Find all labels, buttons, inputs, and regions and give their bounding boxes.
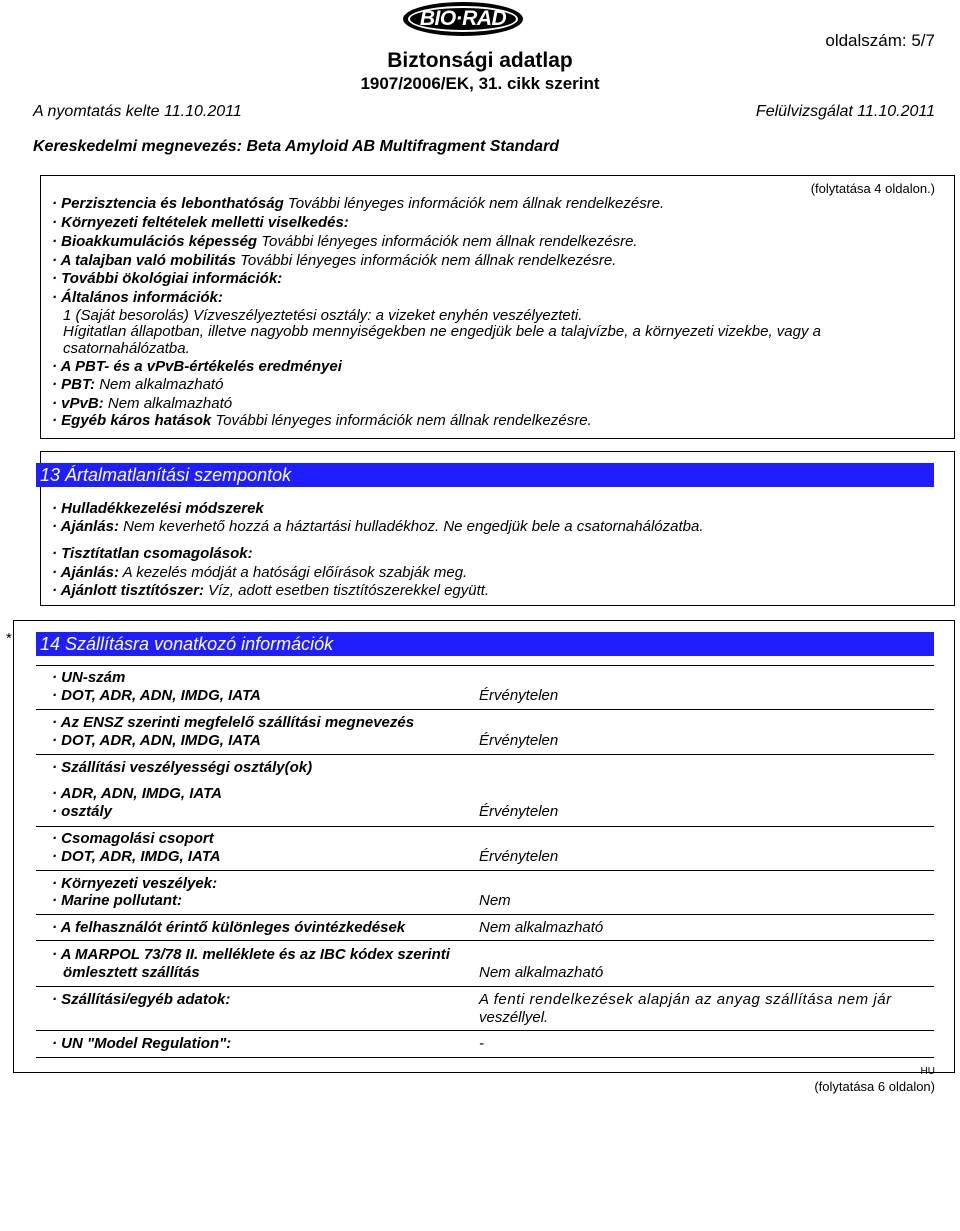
- pbt-value: Nem alkalmazható: [95, 376, 224, 393]
- transport-info-label: · Szállítási/egyéb adatok:: [52, 991, 231, 1008]
- divider: [36, 870, 934, 871]
- continued-from-note: (folytatása 4 oldalon.): [810, 181, 935, 196]
- pbt-label: · PBT:: [52, 376, 96, 393]
- other-effects-label: · Egyéb káros hatások: [52, 412, 212, 429]
- un-value: Érvénytelen: [479, 687, 559, 704]
- user-precautions-value: Nem alkalmazható: [479, 919, 604, 936]
- recommendation-2-text: A kezelés módját a hatósági előírások szabják meg.: [118, 564, 468, 581]
- divider: [36, 940, 934, 941]
- model-regulation-value: -: [479, 1035, 484, 1052]
- trade-name: Kereskedelmi megnevezés: Beta Amyloid AB Multifragment Standard: [33, 138, 560, 155]
- mobility-line: [52, 252, 616, 269]
- persistence-text: További lényeges információk nem állnak rendelkezésre.: [283, 195, 665, 212]
- undiluted-warning-line1: Hígitatlan állapotban, illetve nagyobb mennyiségekben ne engedjük bele a talajvízbe, a környezeti vizekbe, vagy a: [63, 323, 821, 340]
- divider: [36, 1030, 934, 1031]
- change-marker: *: [6, 630, 12, 647]
- page-number: oldalszám: 5/7: [825, 31, 935, 50]
- recommendation-2-label: · Ajánlás:: [52, 564, 119, 581]
- transport-info-value-line2: veszéllyel.: [479, 1009, 549, 1026]
- other-effects-line: [52, 412, 592, 429]
- packing-value: Érvénytelen: [479, 848, 559, 865]
- class-value: Érvénytelen: [479, 803, 559, 820]
- divider: [36, 986, 934, 987]
- persistence-line: [52, 195, 664, 212]
- vpvb-line: [52, 395, 232, 412]
- environmental-hazards-label: · Környezeti veszélyek:: [52, 875, 218, 892]
- country-code: HU: [920, 1066, 935, 1077]
- divider: [36, 914, 934, 915]
- pbt-line: [52, 376, 223, 393]
- packing-modes-label: · DOT, ADR, IMDG, IATA: [52, 848, 221, 865]
- shipping-value: Érvénytelen: [479, 732, 559, 749]
- uncleaned-packaging-heading: · Tisztítatlan csomagolások:: [52, 545, 253, 562]
- shipping-name-label: · Az ENSZ szerinti megfelelő szállítási megnevezés: [52, 714, 415, 731]
- continued-on-note: (folytatása 6 oldalon): [814, 1079, 935, 1094]
- transport-info-value-line1: A fenti rendelkezések alapján az anyag szállítása nem jár: [479, 991, 892, 1008]
- divider: [36, 1057, 934, 1058]
- mobility-text: További lényeges információk nem állnak rendelkezésre.: [235, 252, 617, 269]
- divider: [36, 665, 934, 666]
- document-title: Biztonsági adatlap: [387, 49, 573, 72]
- recommendation-2-line: [52, 564, 467, 581]
- marpol-label-line1: · A MARPOL 73/78 II. melléklete és az IBC kódex szerinti: [52, 946, 450, 963]
- general-info-heading: · Általános információk:: [52, 289, 223, 306]
- marine-pollutant-label: · Marine pollutant:: [52, 892, 182, 909]
- bioaccumulation-text: További lényeges információk nem állnak rendelkezésre.: [257, 233, 638, 250]
- recommendation-1-label: · Ajánlás:: [52, 518, 119, 535]
- recommendation-1-text: Nem keverhető hozzá a háztartási hulladékhoz. Ne engedjük bele a csatornahálózatba.: [118, 518, 704, 535]
- bioaccumulation-line: [52, 233, 638, 250]
- divider: [36, 826, 934, 827]
- environmental-behavior: · Környezeti feltételek melletti viselkedés:: [52, 214, 349, 231]
- user-precautions-label: · A felhasználót érintő különleges óvintézkedések: [52, 919, 406, 936]
- class-label: · osztály: [52, 803, 113, 820]
- divider: [36, 709, 934, 710]
- cleaning-agent-text: Víz, adott esetben tisztítószerekkel együtt.: [203, 582, 490, 599]
- other-effects-text: További lényeges információk nem állnak rendelkezésre.: [211, 412, 592, 429]
- regulation-subtitle: 1907/2006/EK, 31. cikk szerint: [360, 74, 600, 93]
- section-13-title: 13 Ártalmatlanítási szempontok: [36, 463, 934, 487]
- logo-text: BIO·RAD: [408, 6, 518, 32]
- model-regulation-label: · UN "Model Regulation":: [52, 1035, 232, 1052]
- water-hazard-class: 1 (Saját besorolás) Vízveszélyeztetési osztály: a vizeket enyhén veszélyezteti.: [63, 307, 583, 324]
- waste-methods-heading: · Hulladékkezelési módszerek: [52, 500, 264, 517]
- bio-rad-logo: [403, 2, 523, 36]
- un-number-label: · UN-szám: [52, 669, 126, 686]
- ecological-info-heading: · További ökológiai információk:: [52, 270, 283, 287]
- un-modes-label: · DOT, ADR, ADN, IMDG, IATA: [52, 687, 261, 704]
- bioaccumulation-label: · Bioakkumulációs képesség: [52, 233, 258, 250]
- pbt-results-heading: · A PBT- és a vPvB-értékelés eredményei: [52, 358, 342, 375]
- cleaning-agent-line: [52, 582, 489, 599]
- revision-date: Felülvizsgálat 11.10.2011: [755, 103, 935, 120]
- undiluted-warning-line2: csatornahálózatba.: [63, 340, 190, 357]
- recommendation-1-line: [52, 518, 704, 535]
- shipping-modes-label: · DOT, ADR, ADN, IMDG, IATA: [52, 732, 261, 749]
- vpvb-label: · vPvB:: [52, 395, 104, 412]
- print-date: A nyomtatás kelte 11.10.2011: [33, 103, 242, 120]
- vpvb-value: Nem alkalmazható: [103, 395, 233, 412]
- divider: [36, 754, 934, 755]
- section-14-title: 14 Szállításra vonatkozó információk: [36, 632, 934, 656]
- cleaning-agent-label: · Ajánlott tisztítószer:: [52, 582, 204, 599]
- mobility-label: · A talajban való mobilitás: [52, 252, 236, 269]
- marine-pollutant-value: Nem: [479, 892, 511, 909]
- persistence-label: · Perzisztencia és lebonthatóság: [52, 195, 284, 212]
- marpol-value: Nem alkalmazható: [479, 964, 604, 981]
- packing-group-label: · Csomagolási csoport: [52, 830, 214, 847]
- hazard-class-heading: · Szállítási veszélyességi osztály(ok): [52, 759, 313, 776]
- marpol-label-line2: ömlesztett szállítás: [63, 964, 200, 981]
- class-modes-label: · ADR, ADN, IMDG, IATA: [52, 785, 222, 802]
